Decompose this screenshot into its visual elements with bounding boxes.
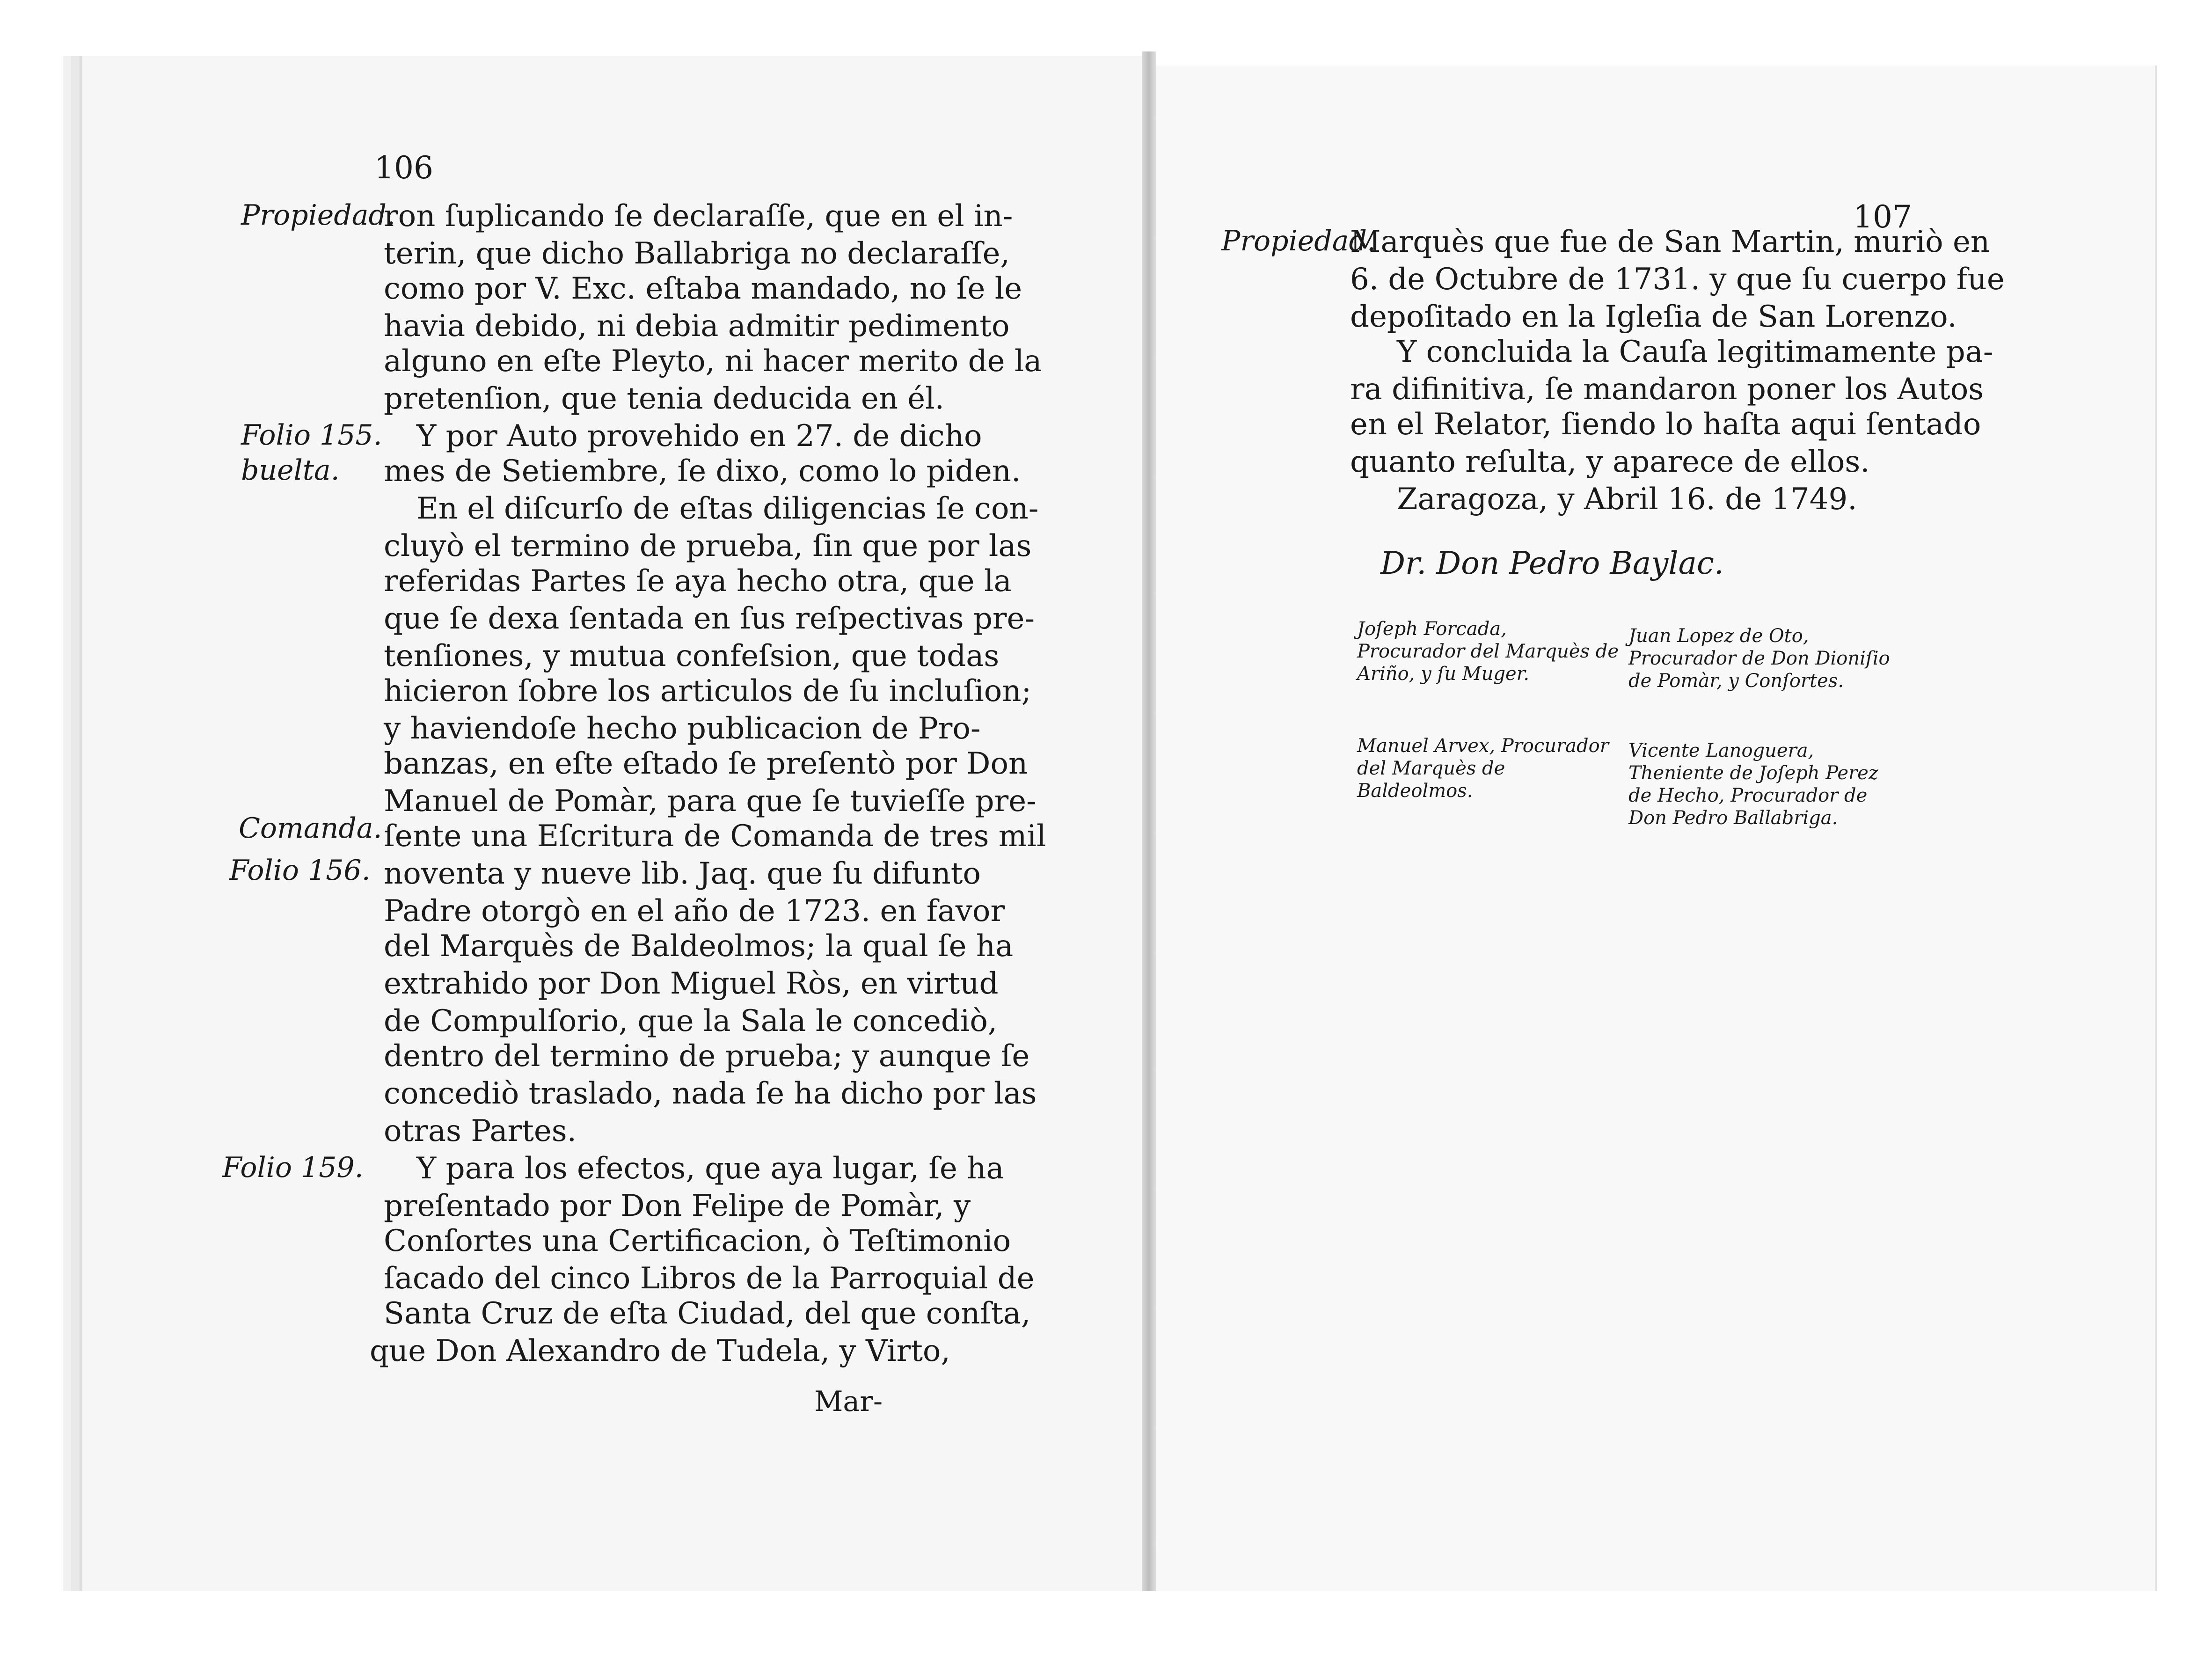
signer-vicente-lanoguera: Vicente Lanoguera, Theniente de Joſeph Perez de Hecho, Procurador de Don Pedro Ballabriga.	[1628, 740, 1878, 829]
text-line: ſacado del cinco Libros de la Parroquial de	[384, 1261, 1035, 1296]
text-line: En el diſcurſo de eſtas diligencias ſe con-	[416, 491, 1039, 526]
text-line: quanto reſulta, y aparece de ellos.	[1350, 445, 1870, 479]
text-line: Manuel de Pomàr, para que ſe tuvieſſe pre-	[384, 784, 1037, 819]
margin-note-folio-159: Folio 159.	[222, 1151, 364, 1184]
text-line: preſentado por Don Felipe de Pomàr, y	[384, 1189, 971, 1223]
text-line: Y concluida la Cauſa legitimamente pa-	[1397, 335, 1993, 369]
text-line: alguno en eſte Pleyto, ni hacer merito de la	[384, 344, 1042, 379]
text-line: otras Partes.	[384, 1114, 577, 1148]
text-line: Conſortes una Certificacion, ò Teſtimonio	[384, 1224, 1011, 1258]
text-line: tenſiones, y mutua confeſsion, que todas	[384, 639, 1000, 673]
text-line: del Marquès de Baldeolmos; la qual ſe ha	[384, 929, 1014, 964]
page-number-right: 107	[1853, 199, 1912, 235]
text-line: que Don Alexandro de Tudela, y Virto,	[370, 1334, 950, 1368]
text-line: y haviendoſe hecho publicacion de Pro-	[384, 711, 981, 746]
text-line: en el Relator, ſiendo lo haſta aqui ſentado	[1350, 407, 1981, 442]
text-line: banzas, en eſte eſtado ſe preſentò por Don	[384, 746, 1028, 781]
text-line: que ſe dexa ſentada en ſus reſpectivas pre-	[384, 601, 1035, 636]
text-line: noventa y nueve lib. Jaq. que ſu difunto	[384, 856, 981, 891]
text-line: ra difinitiva, ſe mandaron poner los Autos	[1350, 372, 1984, 407]
text-line: dentro del termino de prueba; y aunque ſe	[384, 1039, 1030, 1074]
text-line: concediò traslado, nada ſe ha dicho por las	[384, 1076, 1037, 1111]
text-line: de Compulſorio, que la Sala le concediò,	[384, 1004, 998, 1038]
text-line: havia debido, ni debia admitir pedimento	[384, 309, 1010, 343]
margin-note-propiedad: Propiedad.	[241, 199, 395, 232]
text-line: terin, que dicho Ballabriga no declaraſſe,	[384, 236, 1010, 271]
margin-note-buelta: buelta.	[241, 454, 340, 487]
catchword: Mar-	[814, 1385, 883, 1418]
text-line: pretenſion, que tenia deducida en él.	[384, 381, 944, 416]
text-line: Y para los efectos, que aya lugar, ſe ha	[416, 1151, 1004, 1186]
signer-joseph-forcada: Joſeph Forcada, Procurador del Marquès de Ariño, y ſu Muger.	[1357, 618, 1619, 685]
text-line: como por V. Exc. eſtaba mandado, no ſe le	[384, 271, 1022, 306]
book-gutter	[1142, 51, 1156, 1591]
dateline: Zaragoza, y Abril 16. de 1749.	[1397, 482, 1857, 517]
text-line: Marquès que fue de San Martin, muriò en	[1350, 225, 1990, 259]
text-line: hicieron ſobre los articulos de ſu incluſion;	[384, 674, 1032, 709]
text-line: depoſitado en la Igleſia de San Lorenzo.	[1350, 300, 1957, 334]
signature-pedro-baylac: Dr. Don Pedro Baylac.	[1380, 545, 1724, 581]
text-line: extrahido por Don Miguel Ròs, en virtud	[384, 966, 999, 1001]
margin-note-comanda: Comanda.	[239, 812, 382, 845]
text-line: cluyò el termino de prueba, ſin que por las	[384, 529, 1032, 563]
margin-note-folio-156: Folio 156.	[229, 854, 371, 887]
signer-manuel-arvex: Manuel Arvex, Procurador del Marquès de Baldeolmos.	[1357, 735, 1609, 802]
text-line: mes de Setiembre, ſe dixo, como lo piden.	[384, 454, 1021, 489]
page-number-left: 106	[374, 150, 433, 186]
text-line: Padre otorgò en el año de 1723. en favor	[384, 894, 1005, 928]
text-line: ron ſuplicando ſe declaraſſe, que en el in-	[384, 199, 1013, 234]
margin-note-folio-155: Folio 155.	[241, 419, 382, 452]
signer-juan-lopez-de-oto: Juan Lopez de Oto, Procurador de Don Dioniſio de Pomàr, y Conſortes.	[1628, 625, 1890, 692]
text-line: Y por Auto provehido en 27. de dicho	[416, 419, 982, 453]
text-line: Santa Cruz de eſta Ciudad, del que conſta,	[384, 1296, 1031, 1331]
margin-note-propiedad-right: Propiedad.	[1221, 225, 1376, 257]
text-line: 6. de Octubre de 1731. y que ſu cuerpo fue	[1350, 262, 2005, 297]
text-line: ſente una Eſcritura de Comanda de tres mil	[384, 819, 1046, 854]
text-line: referidas Partes ſe aya hecho otra, que la	[384, 564, 1012, 599]
